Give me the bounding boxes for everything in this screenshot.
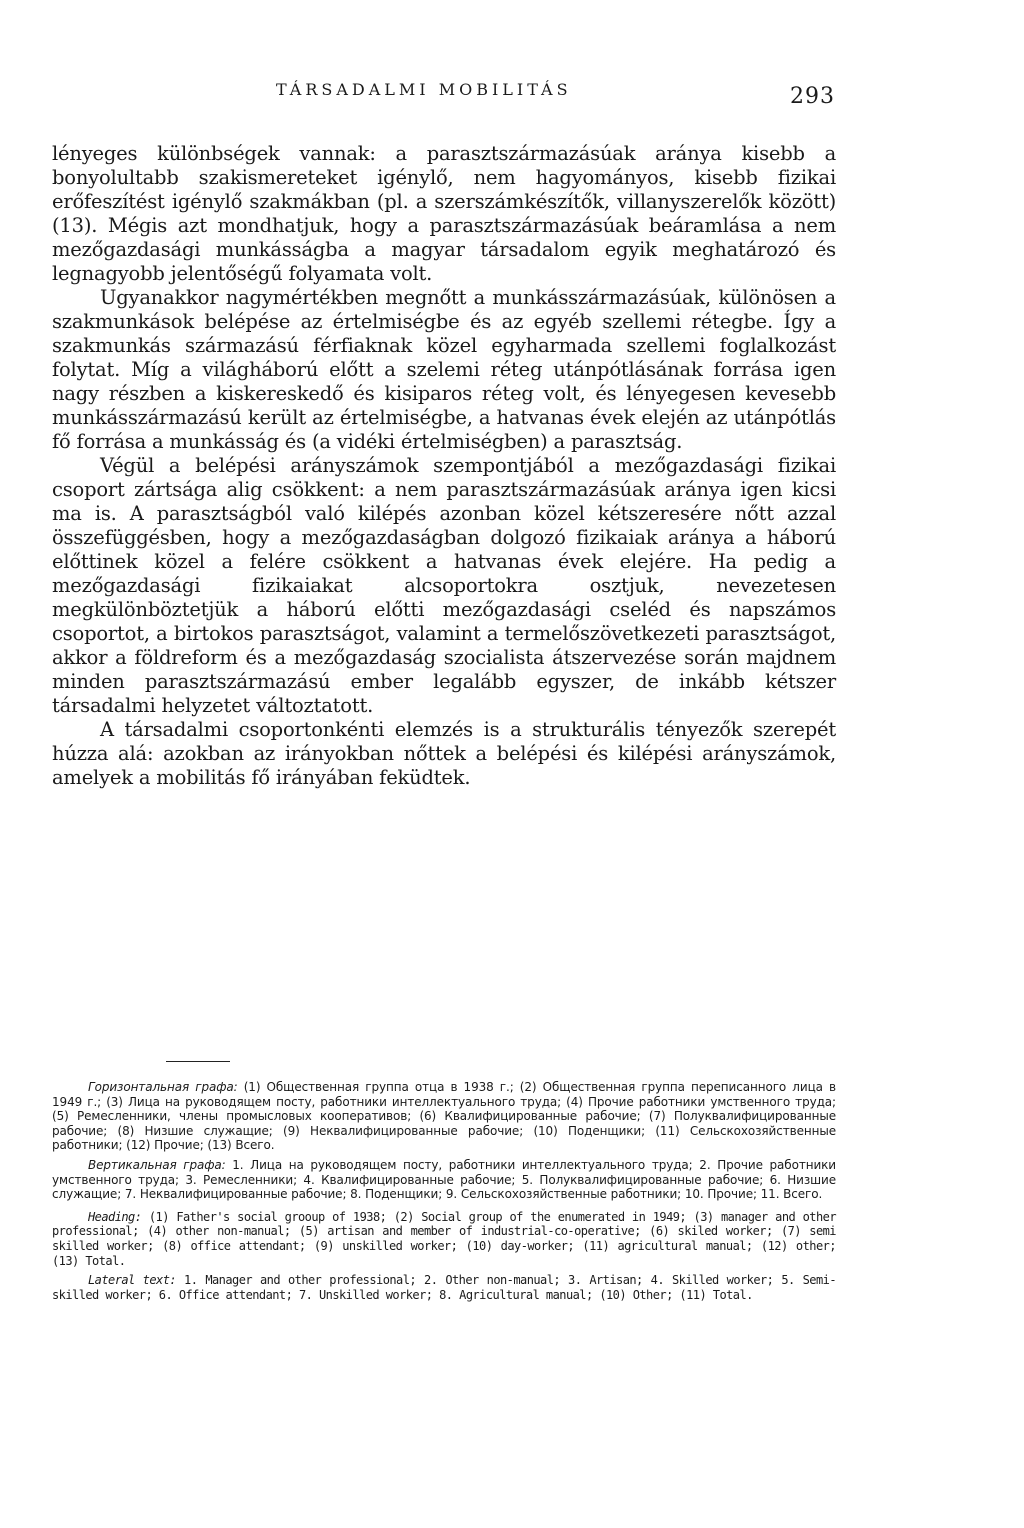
paragraph: Végül a belépési arányszámok szempontjából a mezőgazdasági fizikai csoport zártsága alig csökkent: a nem parasztszármazásúak aránya igen kicsi ma is. A parasztságból való kilépés azonban közel kétszeresére nőtt azzal összefüggésben, hogy a mezőgazdaságban dolgozó fizikaiak aránya a háború előttinek közel a felére csökkent a hatvanas évek elejére. Ha pedig a mezőgazdasági fizikaiakat alcsoportokra osztjuk, nevezetesen megkülönböztetjük a háború előtti mezőgazdasági cseléd és napszámos csoportot, a birtokos parasztságot, valamint a termelőszövetkezeti parasztságot, akkor a földreform és a mezőgazdaság szocialista átszervezése során majdnem minden parasztszármazású ember legalább egyszer, de inkább kétszer társadalmi helyzetet változtatott. — [52, 454, 836, 717]
footnotes — [52, 1080, 836, 1302]
footnote-text: (1) Общественная группа отца в 1938 г.; (2) Общественная группа переписанного лица в 1949 г.; (3) Лица на руководящем посту, работники интеллектуального труда; (4) Прочие работники умственного труда; (5) Ремесленники, члены промысловых кооперативов; (6) Квалифицированные рабочие; (7) Полуквалифицированные рабочие; (8) Низшие служащие; (9) Неквалифицированные рабочие; (10) Поденщики; (11) Сельскохозяйственные работники; (12) Прочие; (13) Всего. — [52, 1080, 836, 1153]
page-number: 293 — [790, 84, 835, 109]
footnote-label: Heading: — [88, 1209, 142, 1224]
running-header — [0, 78, 1024, 108]
main-text — [52, 142, 836, 790]
running-title: TÁRSADALMI MOBILITÁS — [276, 80, 572, 99]
footnote-en-heading — [52, 1210, 836, 1268]
footnote-label: Горизонтальная графа: — [88, 1080, 238, 1094]
paragraph: A társadalmi csoportonkénti elemzés is a strukturális tényezők szerepét húzza alá: azokban az irányokban nőttek a belépési és kilépési arányszámok, amelyek a mobilitás fő irányában feküdtek. — [52, 718, 836, 789]
footnote-ru-lateral — [52, 1158, 836, 1202]
footnote-text: (1) Father's social grooup of 1938; (2) Social group of the enumerated in 1949; (3) manager and other professional; (4) other non-manual; (5) artisan and member of industrial-co-operative; (6) skiled worker; (7) semi skilled worker; (8) office attendant; (9) unskilled worker; (10) day-worker; (11) agricultural manual; (12) other; (13) Total. — [52, 1209, 836, 1268]
footnote-text: 1. Manager and other professional; 2. Other non-manual; 3. Artisan; 4. Skilled worker; 5. Semi-skilled worker; 6. Office attendant; 7. Unskilled worker; 8. Agricultural manual; (10) Other; (11) Total. — [52, 1273, 836, 1302]
footnote-ru-heading — [52, 1080, 836, 1153]
footnote-text: 1. Лица на руководящем посту, работники интеллектуального труда; 2. Прочие работники умственного труда; 3. Ремесленники; 4. Квалифицированные рабочие; 5. Полуквалифицированные рабочие; 6. Низшие служащие; 7. Неквалифицированные рабочие; 8. Поденщики; 9. Сельскохозяйственные работники; 10. Прочие; 11. Всего. — [52, 1157, 836, 1202]
paragraph: Ugyanakkor nagymértékben megnőtt a munkásszármazásúak, különösen a szakmunkások belépése az értelmiségbe és az egyéb szellemi rétegbe. Így a szakmunkás származású férfiaknak közel egyharmada szellemi foglalkozást folytat. Míg a világháború előtt a szelemi réteg utánpótlásának forrása igen nagy részben a kiskereskedő és kisiparos réteg volt, és lényegesen kevesebb munkásszármazású került az értelmiségbe, a hatvanas évek elején az utánpótlás fő forrása a munkásság és (a vidéki értelmiségben) a parasztság. — [52, 286, 836, 453]
footnote-label: Вертикальная графа: — [88, 1157, 226, 1172]
paragraph: lényeges különbségek vannak: a parasztszármazásúak aránya kisebb a bonyolultabb szakismereteket igénylő, nem hagyományos, kisebb fizikai erőfeszítést igénylő szakmákban (pl. a szerszámkészítők, villanyszerelők között) (13). Mégis azt mondhatjuk, hogy a parasztszármazásúak beáramlása a nem mezőgazdasági munkásságba a magyar társadalom egyik meghatározó és legnagyobb jelentőségű folyamata volt. — [52, 142, 836, 285]
footnote-en-lateral — [52, 1273, 836, 1302]
footnote-divider — [166, 1061, 230, 1062]
footnote-label: Lateral text: — [88, 1273, 177, 1288]
